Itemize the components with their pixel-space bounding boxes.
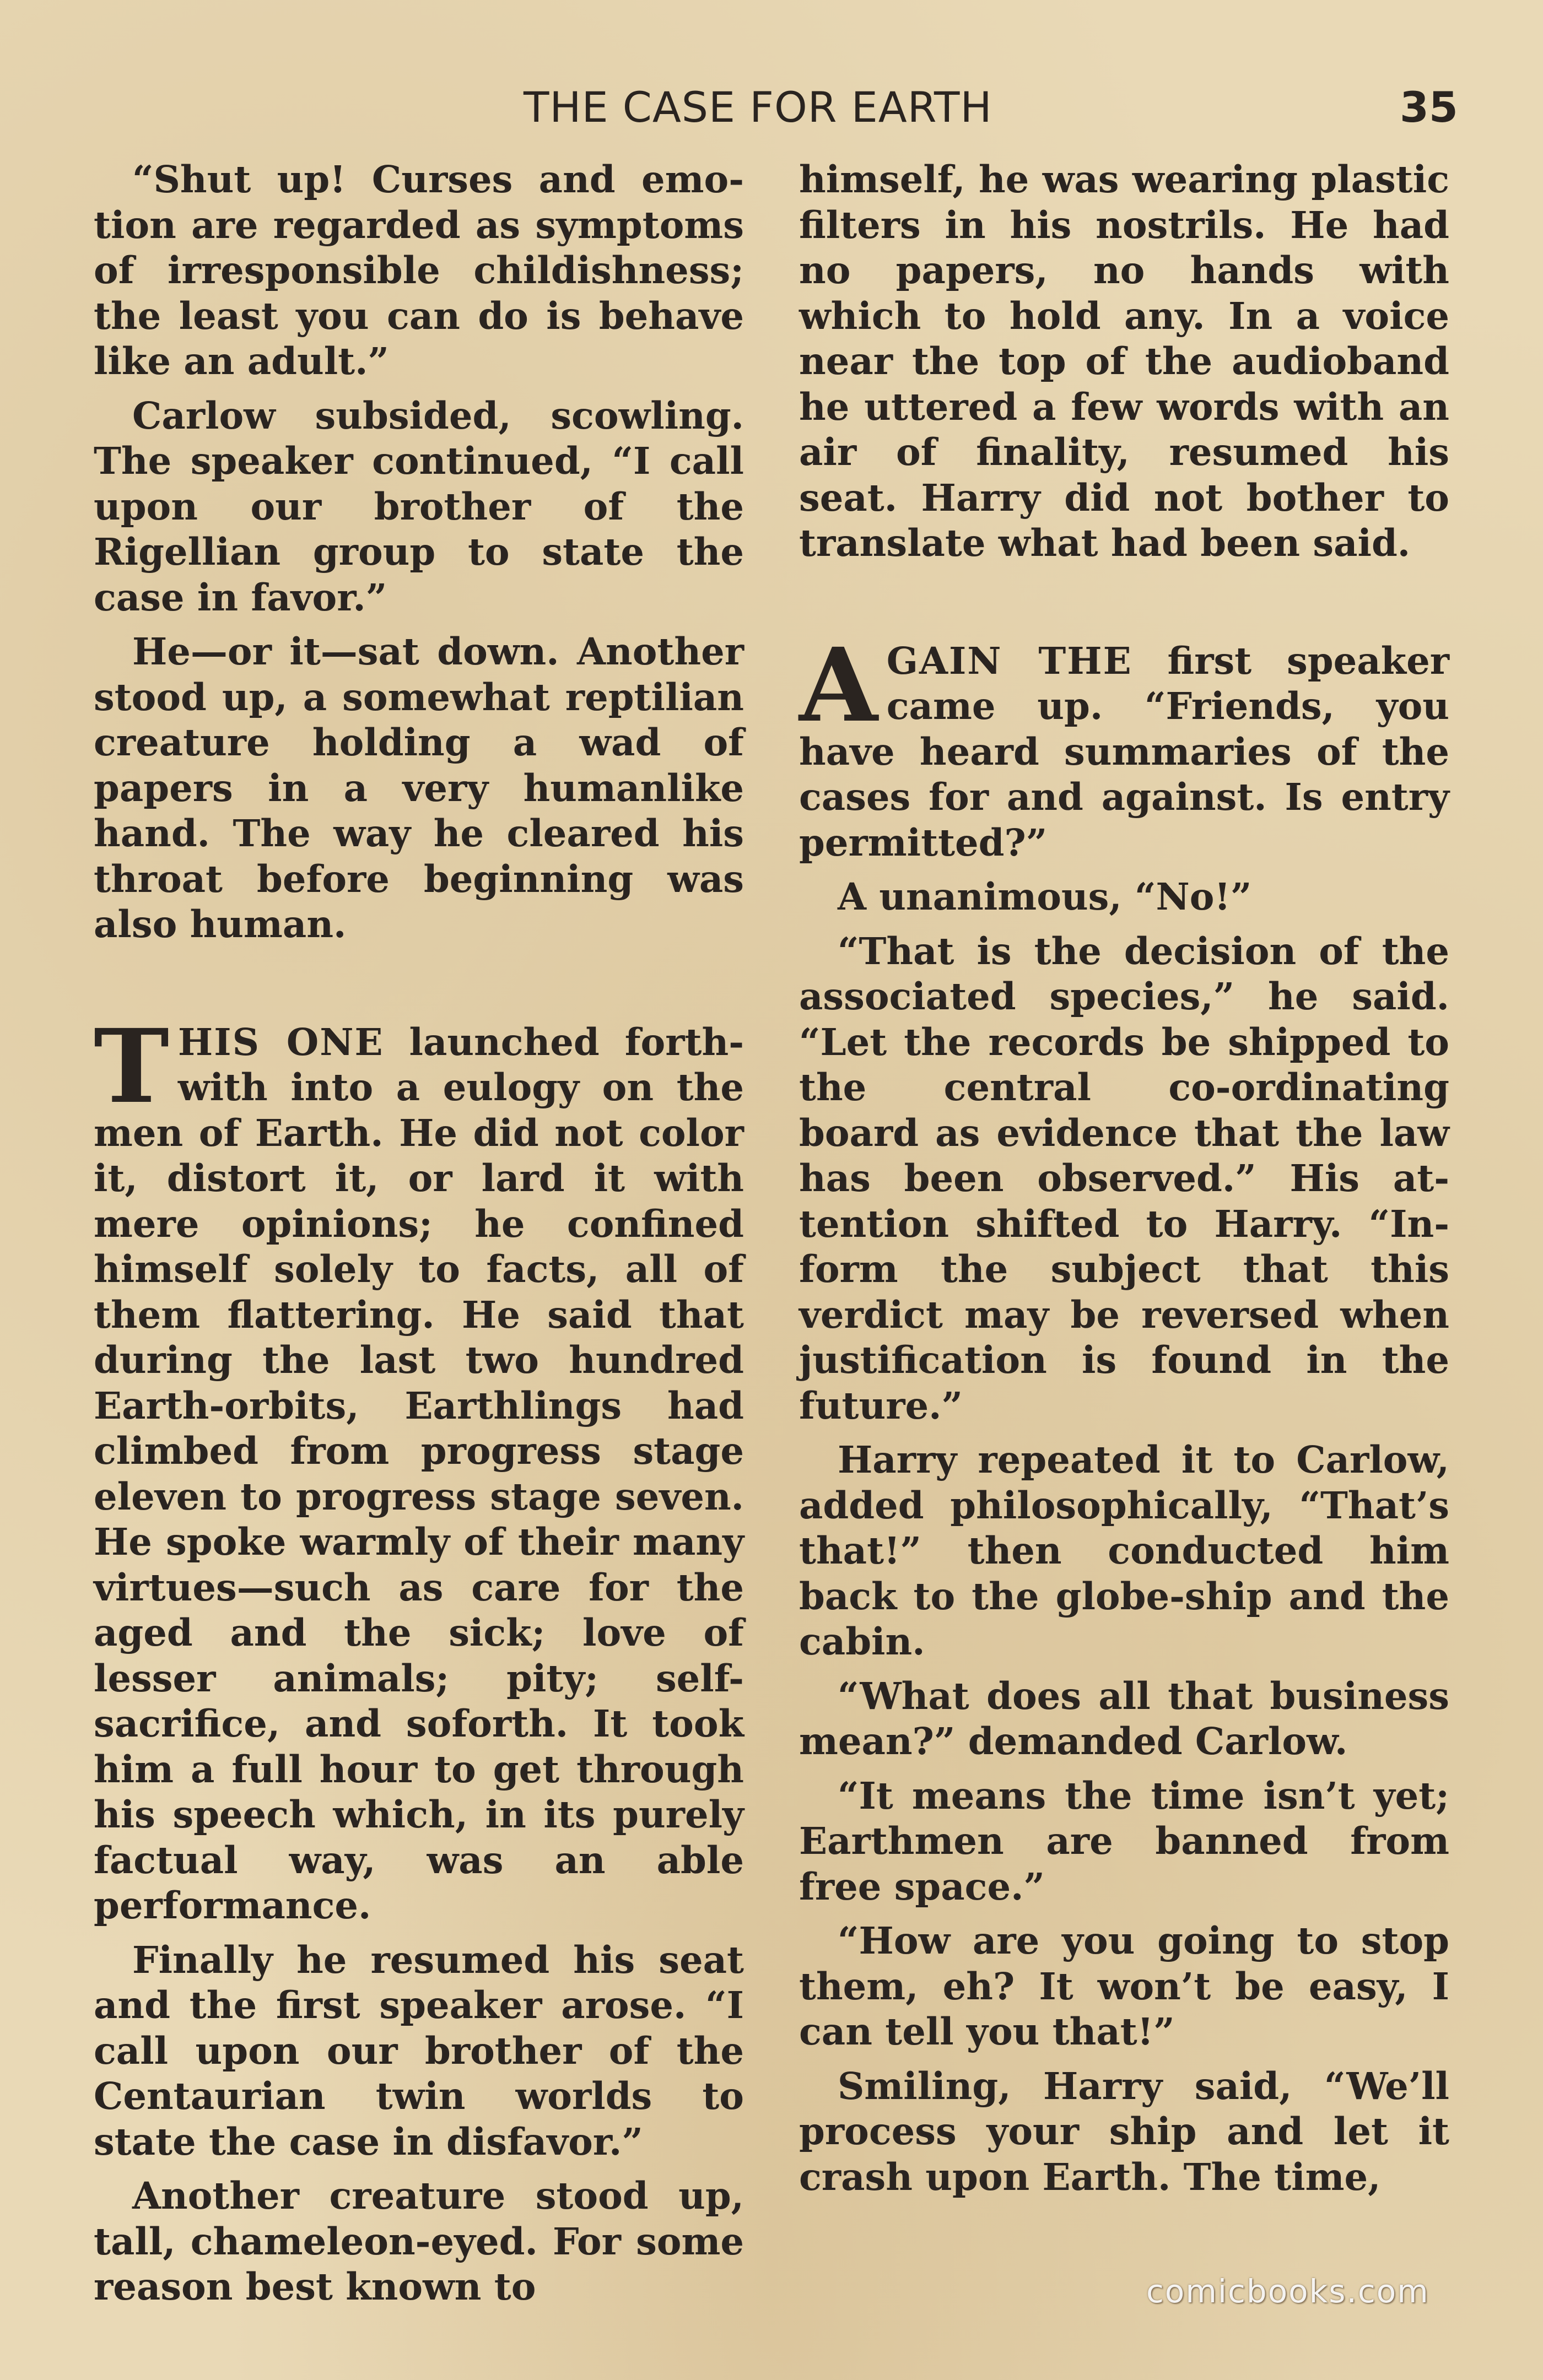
- paragraph: Smiling, Harry said, “We’ll process your ship and let it crash upon Earth. The time,: [799, 2064, 1449, 2199]
- paragraph: Finally he resumed his seat and the first speaker arose. “I call upon our brother of the Centaurian twin worlds to state the case in disfavor.”: [94, 1938, 744, 2163]
- paragraph: “How are you going to stop them, eh? It won’t be easy, I can tell you that!”: [799, 1919, 1449, 2053]
- left-column: [94, 157, 744, 2319]
- section-break: [799, 575, 1449, 639]
- paragraph: He—or it—sat down. Another stood up, a somewhat reptilian creature holding a wad of papers in a very humanlike hand. The way he cleared his throat before beginning was also human.: [94, 630, 744, 946]
- section-paragraph: [94, 1007, 744, 1929]
- drop-cap: T: [94, 1007, 169, 1126]
- paragraph: Harry repeated it to Carlow, added philosophically, “That’s that!” then conducted him back to the globe-ship and the cabin.: [799, 1438, 1449, 1663]
- lead-in: HIS ONE: [177, 1020, 384, 1064]
- paragraph: “It means the time isn’t yet; Earthmen are banned from free space.”: [799, 1773, 1449, 1908]
- drop-cap: A: [799, 625, 878, 745]
- page-header: [0, 83, 1543, 143]
- paragraph: himself, he was wearing plastic filters in his nostrils. He had no papers, no hands with which to hold any. In a voice near the top of the audioband he uttered a few words with an air of finality, resumed his seat. Harry did not bother to translate what had been said.: [799, 158, 1449, 565]
- paragraph-text: first speaker came up. “Friends, you have heard summaries of the cases for and against. Is entry permitted?”: [799, 639, 1449, 864]
- paragraph: “What does all that business mean?” demanded Carlow.: [799, 1674, 1449, 1763]
- paragraph: Another creature stood up, tall, chameleon-eyed. For some reason best known to: [94, 2174, 744, 2308]
- page-number: 35: [1400, 83, 1458, 132]
- lead-in: GAIN THE: [886, 639, 1132, 683]
- paragraph-text: launched forthwith into a eulogy on the men of Earth. He did not color it, distort it, or lard it with mere opinions; he confined himself solely to facts, all of them flattering. He said that during the last two hundred Earth-orbits, Earthlings had climbed from progress stage eleven to progress stage seven. He spoke warmly of their many virtues—such as care for the aged and the sick; love of lesser animals; pity; self-sacrifice, and soforth. It took him a full hour to get through his speech which, in its purely factual way, was an able performance.: [94, 1020, 744, 1927]
- paragraph: “Shut up! Curses and emotion are regarded as symptoms of irresponsible childishness; the least you can do is behave like an adult.”: [94, 158, 744, 383]
- paragraph: Carlow subsided, scowling. The speaker continued, “I call upon our brother of the Rigellian group to state the case in favor.”: [94, 393, 744, 619]
- paragraph: A unanimous, “No!”: [838, 875, 1252, 918]
- right-column: [799, 157, 1449, 2209]
- watermark: comicbooks.com: [1146, 2273, 1429, 2310]
- paragraph: “That is the decision of the associated species,” he said. “Let the records be shipped to the central co-ordinating board as evidence that the law has been observed.” His attention shifted to Harry. “Inform the subject that this verdict may be reversed when justification is found in the future.”: [799, 929, 1449, 1427]
- section-paragraph: [799, 625, 1449, 866]
- section-break: [94, 956, 744, 1020]
- running-title: THE CASE FOR EARTH: [524, 83, 992, 132]
